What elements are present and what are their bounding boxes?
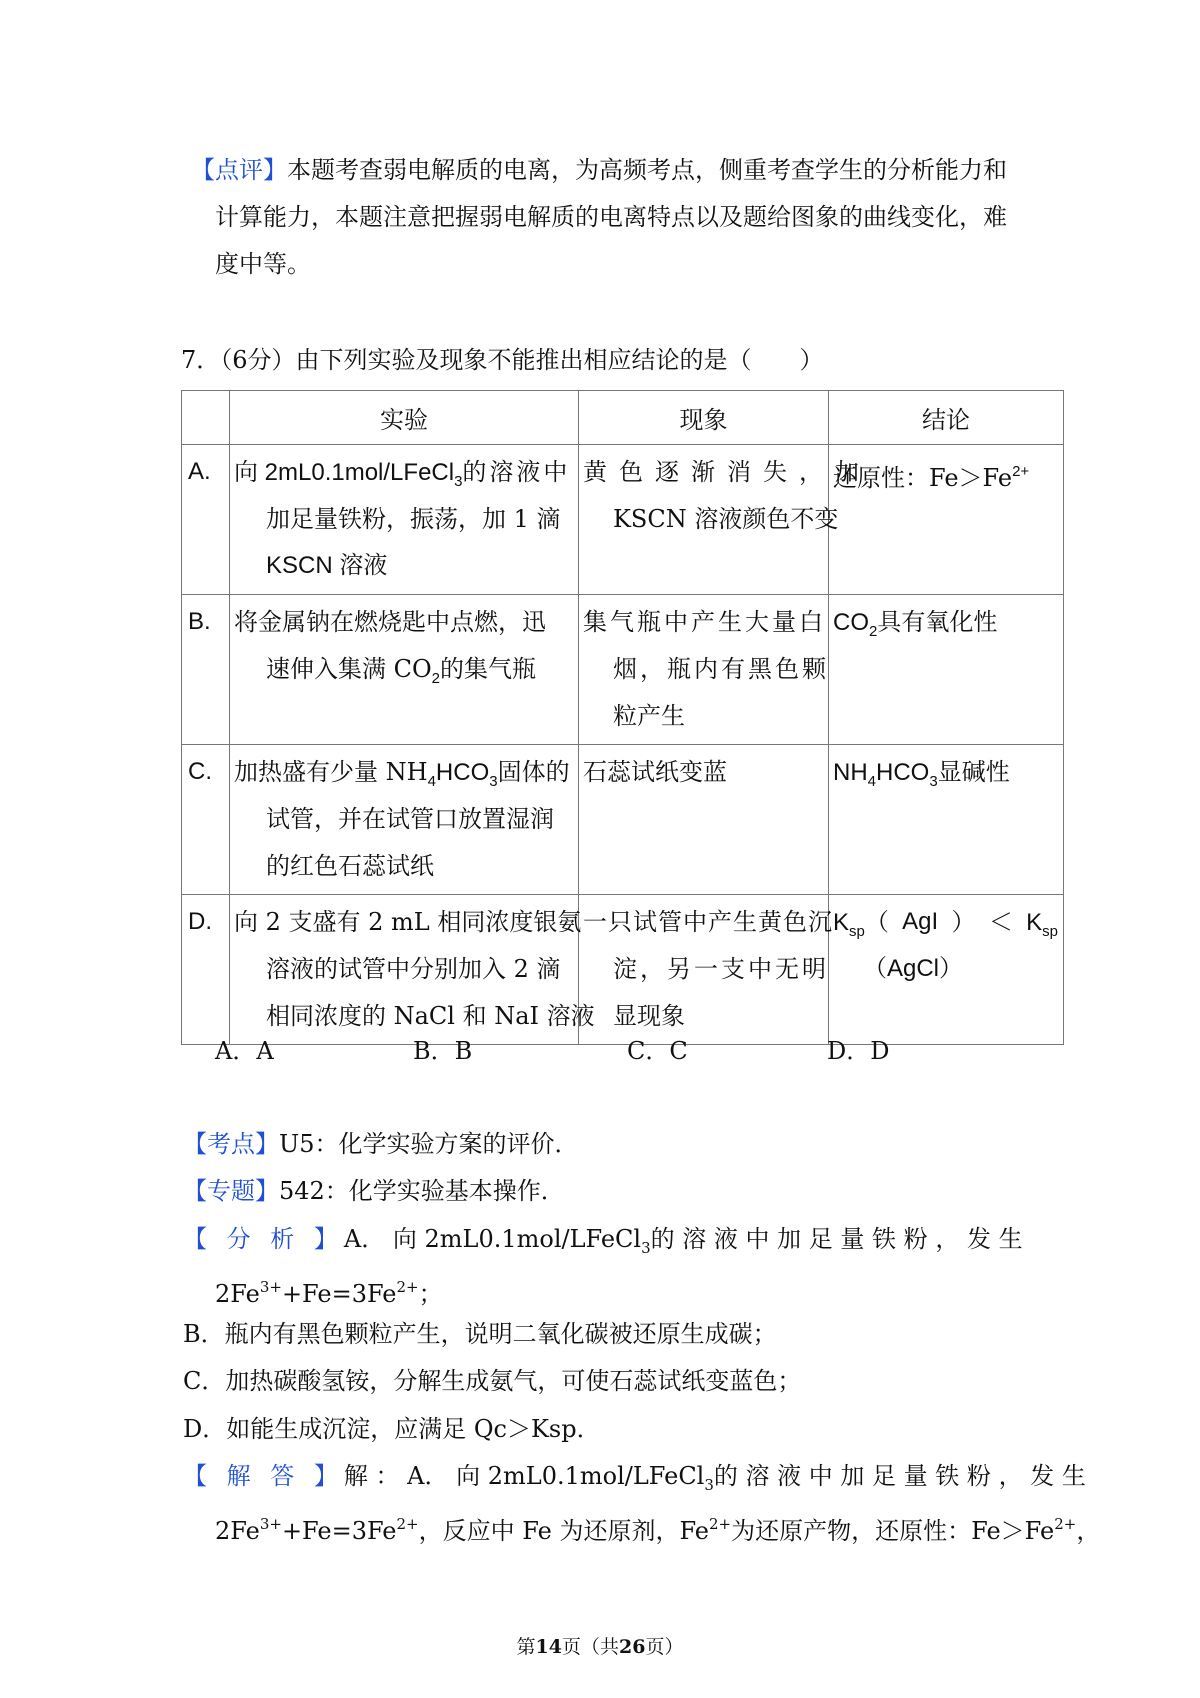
row-label [182,445,230,595]
phenomenon-cell [579,445,871,595]
concl-a-line [833,457,1029,493]
phen-a-t1: 黄色逐渐消失，加 [583,458,871,486]
concl-d-lp: （ [864,908,889,936]
row-label [182,595,230,745]
footer-total-pages: 26 [619,1636,646,1658]
jieda-line-2 [215,1509,1100,1546]
header-experiment [230,391,579,445]
exp-c-sub2: 3 [489,773,498,790]
concl-b-t1: CO [833,609,869,636]
experiment-cell [230,745,579,895]
option-b-text: B．B [413,1037,473,1065]
jieda-2b: +Fe=3Fe [281,1517,397,1545]
exp-c-sub1: 4 [427,773,436,790]
fenxi-c-text: C．加热碳酸氢铵，分解生成氨气，可使石蕊试纸变蓝色； [183,1367,802,1395]
phen-d-line-3 [613,1001,685,1031]
zhuanti-line [183,1176,565,1206]
jieda-1-sub: 3 [704,1476,714,1494]
exp-b-t2: 速伸入集满 CO [266,655,432,683]
table-row [182,445,1064,595]
concl-b-t2: 具有氧化性 [877,608,998,636]
zhuanti-text: 542：化学实验基本操作． [279,1177,565,1205]
exp-b-line-2 [266,654,536,694]
footer-page-number: 14 [535,1636,562,1658]
jieda-1 [344,1461,714,1500]
exp-a-t4: KSCN 溶液 [266,552,388,579]
comment-line-3 [215,249,311,279]
exp-c-line-2 [266,804,554,834]
jieda-2-sup1: 3+ [259,1515,282,1533]
concl-d-k1-sub: sp [849,923,865,940]
kaodian-tag: 【考点】 [183,1130,279,1158]
table-row [182,595,1064,745]
concl-d-k2-text: K [1026,909,1043,936]
exp-b-sub: 2 [431,670,441,687]
table-row [182,745,1064,895]
exp-b-line-1 [234,607,546,637]
jieda-line-1 [183,1461,1086,1500]
phen-d-line-1 [583,907,833,937]
concl-c-t1: NH [833,759,868,786]
concl-c-line [833,757,1010,797]
exp-b-t3: 的集气瓶 [440,655,537,683]
phenomenon-cell [579,745,829,895]
jieda-2-sup2: 2+ [396,1515,419,1533]
header-phenomenon-text: 现象 [679,406,728,434]
jieda-1-rest: 的 溶 液 中 加 足 量 铁 粉 ， 发 生 [713,1462,1086,1490]
jieda-2-sup3: 2+ [708,1515,732,1533]
comment-line-1 [191,155,1007,185]
phen-c-line-1 [583,757,727,787]
concl-d-lt: ＜ [988,908,1013,936]
concl-c-sub1: 4 [867,773,877,790]
concl-d-k1-text: K [833,909,850,936]
exp-d-t2: 溶液的试管中分别加入 2 滴 [266,955,561,983]
exp-c-t1: 加热盛有少量 NH [234,758,428,786]
exp-a-t1: 向 2mL0.1mol/LFeCl [234,459,455,486]
fenxi-a2-sup1: 3+ [259,1278,282,1296]
exp-a-line-1 [234,457,571,497]
phen-b-t2: 烟，瓶内有黑色颗 [613,655,829,683]
option-b [413,1036,472,1066]
phen-b-t3: 粒产生 [613,702,685,730]
exp-d-line-2 [266,954,561,984]
header-conclusion-text: 结论 [922,406,970,434]
concl-b-sub: 2 [869,623,878,640]
jieda-2c: ，反应中 Fe 为还原剂，Fe [418,1517,709,1545]
header-experiment-text: 实验 [380,406,428,434]
header-phenomenon [579,391,829,445]
option-a [215,1036,274,1066]
concl-b-line [833,607,997,647]
jieda-2d: 为还原产物，还原性：Fe＞Fe [731,1517,1055,1545]
exp-d-line-3 [266,1001,595,1031]
fenxi-d-text: D．如能生成沉淀，应满足 Qc＞Ksp． [183,1415,601,1443]
jieda-tag: 【 解 答 】 [183,1462,344,1490]
fenxi-line-2 [215,1272,443,1309]
comment-tag: 【点评】 [191,156,287,184]
exp-c-line-1 [234,757,570,797]
concl-d-line-2 [863,954,963,984]
phenomenon-cell [579,895,833,1045]
fenxi-a1-text: A． 向 2mL0.1mol/LFeCl [343,1225,642,1253]
page-footer [0,1632,1200,1659]
exp-c-t2: HCO [435,759,490,786]
header-blank [182,391,230,445]
table-row [182,895,1064,1045]
concl-d-rp: ） [951,908,976,936]
concl-d-k1 [833,907,889,947]
footer-post: 页） [645,1636,684,1658]
exp-a-t3: 加足量铁粉，振荡，加 1 滴 [266,505,561,533]
phen-d-t3: 显现象 [613,1002,685,1030]
phen-b-line-1 [583,607,826,637]
footer-pre: 第 [516,1636,536,1658]
kaodian-text: U5：化学实验方案的评价． [279,1130,579,1158]
jieda-2a: 2Fe [215,1517,260,1545]
option-a-text: A．A [215,1037,274,1065]
phenomenon-cell [579,595,829,745]
option-d [827,1036,889,1066]
concl-d-agcl: （AgCl） [863,955,964,982]
concl-d-line-1 [833,907,1058,947]
fenxi-d-line [183,1414,601,1444]
conclusion-cell [829,595,1064,745]
option-d-text: D．D [827,1037,890,1065]
comment-line-2 [215,202,1007,232]
conclusion-cell [829,445,1064,595]
comment-text-3: 度中等。 [215,250,311,278]
concl-c-sub2: 3 [929,773,938,790]
phen-c-t1: 石蕊试纸变蓝 [583,758,727,786]
question-stem-text: 7．（6分）由下列实验及现象不能推出相应结论的是（ ） [181,346,824,374]
header-conclusion [829,391,1064,445]
concl-d-k2 [1026,907,1058,947]
concl-d-agi: AgI [902,908,939,935]
exp-c-t3: 固体的 [497,758,570,786]
exp-c-t5: 的红色石蕊试纸 [266,852,434,880]
fenxi-b-line [183,1319,777,1349]
phen-d-line-2 [613,954,829,984]
fenxi-a2-sup2: 2+ [396,1278,419,1296]
phen-b-line-3 [613,701,685,731]
jieda-2e: ， [1076,1517,1101,1545]
exp-d-line-1 [234,907,581,937]
fenxi-tag: 【 分 析 】 [183,1225,344,1253]
fenxi-b-text: B．瓶内有黑色颗粒产生，说明二氧化碳被还原生成碳； [183,1320,777,1348]
row-label-c: C. [188,758,212,785]
fenxi-a2-end: ； [418,1280,443,1308]
row-label-b: B. [188,608,211,635]
option-c-text: C．C [627,1037,688,1065]
exp-a-sub: 3 [454,473,463,490]
phen-b-line-2 [613,654,829,684]
exp-a-t2: 的溶液中 [462,458,571,486]
fenxi-a1 [344,1224,651,1263]
row-label [182,895,230,1045]
table-header-row [182,391,1064,445]
exp-a-line-3 [266,551,387,581]
phen-d-t1: 一只试管中产生黄色沉 [583,908,833,936]
exp-c-t4: 试管，并在试管口放置湿润 [266,805,554,833]
phen-b-t1: 集气瓶中产生大量白 [583,608,826,636]
phen-a-t2: KSCN 溶液颜色不变 [613,505,839,533]
exp-d-t3: 相同浓度的 NaCl 和 NaI 溶液 [266,1002,595,1030]
row-label-a: A. [188,458,211,485]
fenxi-a1-sub: 3 [641,1239,651,1257]
concl-c-t2: HCO [876,759,930,786]
concl-d-k2-sub: sp [1042,923,1058,940]
exp-b-t1: 将金属钠在燃烧匙中点燃，迅 [234,608,546,636]
fenxi-c-line [183,1366,801,1396]
question-stem [181,345,824,375]
row-label [182,745,230,895]
jieda-1-text: 解 ： A． 向 2mL0.1mol/LFeCl [343,1462,705,1490]
experiment-cell [230,445,579,595]
concl-c-t3: 显碱性 [937,758,1010,786]
fenxi-a1-rest: 的 溶 液 中 加 足 量 铁 粉 ， 发 生 [650,1225,1023,1253]
conclusion-cell [829,745,1064,895]
footer-mid: 页（共 [561,1636,619,1658]
experiment-table [181,390,1064,1045]
zhuanti-tag: 【专题】 [183,1177,279,1205]
comment-text-1: 本题考查弱电解质的电离，为高频考点，侧重考查学生的分析能力和 [287,156,1007,184]
concl-a-sup: 2+ [1012,463,1030,480]
option-c [627,1036,688,1066]
fenxi-a2-pre: 2Fe [215,1280,260,1308]
experiment-cell [230,895,595,1045]
exp-c-line-3 [266,851,434,881]
fenxi-a2-mid: +Fe=3Fe [281,1280,397,1308]
row-label-d: D. [188,908,212,935]
comment-text-2: 计算能力，本题注意把握弱电解质的电离特点以及题给图象的曲线变化，难 [215,203,1007,231]
concl-a-t1: 还原性：Fe＞Fe [833,464,1013,492]
fenxi-line-1 [183,1224,1023,1263]
phen-d-t2: 淀，另一支中无明 [613,955,829,983]
phen-a-line-2 [613,504,838,534]
jieda-2-sup4: 2+ [1054,1515,1077,1533]
exp-d-t1: 向 2 支盛有 2 mL 相同浓度银氨 [234,908,582,936]
experiment-cell [230,595,579,745]
exp-a-line-2 [266,504,561,534]
conclusion-cell [829,895,1064,1045]
kaodian-line [183,1129,579,1159]
